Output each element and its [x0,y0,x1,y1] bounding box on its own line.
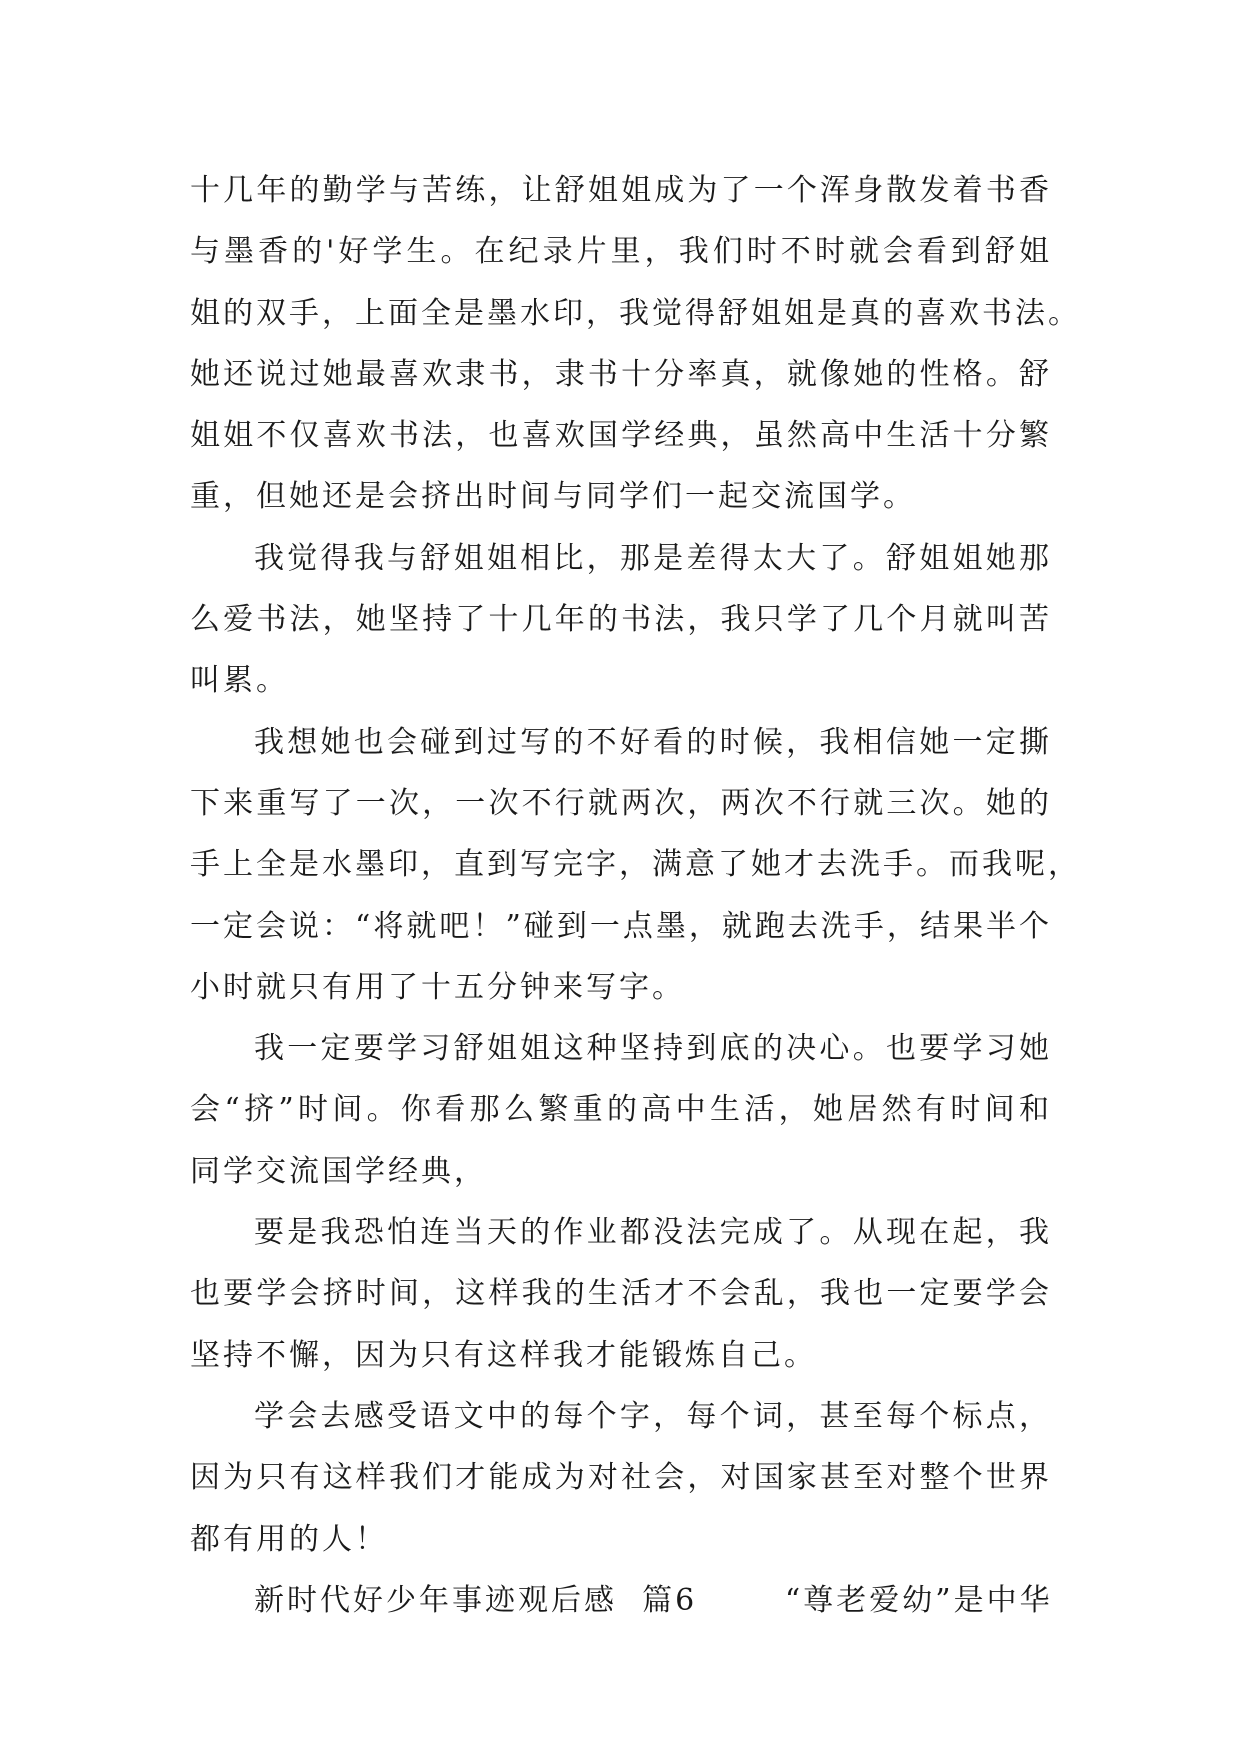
text-line: 手上全是水墨印，直到写完字，满意了她才去洗手。而我呢， [190,847,1081,883]
text-line: 十几年的勤学与苦练，让舒姐姐成为了一个浑身散发着书香 [190,173,1052,208]
text-line: 都有用的人！ [190,1521,388,1557]
text-line: 姐姐不仅喜欢书法，也喜欢国学经典，虽然高中生活十分繁 [190,418,1052,454]
text-line: 她还说过她最喜欢隶书，隶书十分率真，就像她的性格。舒 [190,356,1052,392]
text-line: 坚持不懈，因为只有这样我才能锻炼自己。 [190,1337,817,1373]
text-line: 因为只有这样我们才能成为对社会，对国家甚至对整个世界 [190,1460,1052,1496]
text-line: 同学交流国学经典， [190,1153,487,1189]
text-line: 新时代好少年事迹观后感 篇6 “尊老爱幼”是中华 [254,1582,1053,1618]
text-line: 与墨香的'好学生。在纪录片里，我们时不时就会看到舒姐 [190,234,1052,270]
text-line: 我一定要学习舒姐姐这种坚持到底的决心。也要学习她 [254,1031,1052,1067]
text-line: 姐的双手，上面全是墨水印，我觉得舒姐姐是真的喜欢书法。 [190,295,1081,331]
text-line: 小时就只有用了十五分钟来写字。 [190,969,685,1005]
text-line: 叫累。 [190,663,289,699]
text-line: 我觉得我与舒姐姐相比，那是差得太大了。舒姐姐她那 [254,540,1052,576]
text-line: 么爱书法，她坚持了十几年的书法，我只学了几个月就叫苦 [190,602,1052,638]
text-line: 要是我恐怕连当天的作业都没法完成了。从现在起，我 [254,1215,1052,1251]
document-body [190,160,1081,1631]
text-line: 学会去感受语文中的每个字，每个词，甚至每个标点， [254,1398,1052,1434]
text-line: 我想她也会碰到过写的不好看的时候，我相信她一定撕 [254,724,1052,760]
text-line: 一定会说：“将就吧！”碰到一点墨，就跑去洗手，结果半个 [190,908,1052,944]
text-line: 重，但她还是会挤出时间与同学们一起交流国学。 [190,479,916,515]
text-line: 也要学会挤时间，这样我的生活才不会乱，我也一定要学会 [190,1276,1052,1312]
text-line: 会“挤”时间。你看那么繁重的高中生活，她居然有时间和 [190,1092,1052,1128]
text-line: 下来重写了一次，一次不行就两次，两次不行就三次。她的 [190,785,1052,821]
